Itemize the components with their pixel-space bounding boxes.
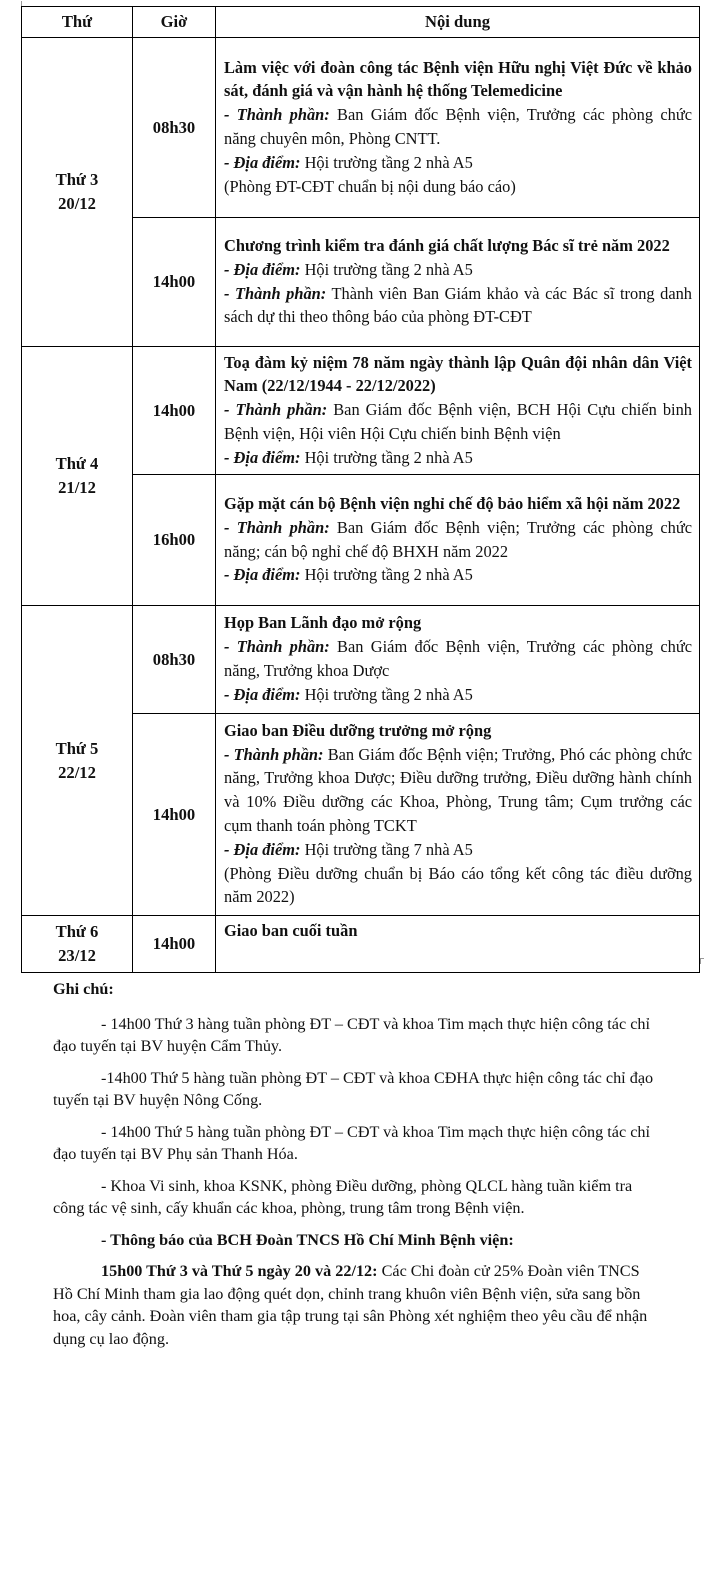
event-detail xyxy=(224,862,692,910)
event-detail xyxy=(224,563,692,587)
event-detail xyxy=(224,635,692,683)
detail-text: (Phòng ĐT-CĐT chuẩn bị nội dung báo cáo) xyxy=(224,176,516,196)
day-date: 21/12 xyxy=(58,478,96,497)
detail-text: Ban Giám đốc Bệnh viện, BCH Hội Cựu chiến binh Bệnh viện, Hội viên Hội Cựu chiến binh Bệnh viện xyxy=(224,400,692,443)
event-content xyxy=(216,218,700,347)
day-cell xyxy=(22,916,133,973)
detail-text: Hội trường tầng 2 nhà A5 xyxy=(300,259,473,279)
day-cell xyxy=(22,38,133,347)
note-item: - 14h00 Thứ 5 hàng tuần phòng ĐT – CĐT và khoa Tim mạch thực hiện công tác chỉ đạo tuyến tại BV Phụ sản Thanh Hóa. xyxy=(53,1122,650,1163)
header-content: Nội dung xyxy=(216,7,700,38)
event-detail xyxy=(224,838,692,862)
event-detail xyxy=(224,258,692,282)
event-content xyxy=(216,38,700,218)
event-title: Giao ban cuối tuần xyxy=(224,921,358,940)
detail-text: Hội trường tầng 2 nhà A5 xyxy=(300,684,473,704)
note-item: - 14h00 Thứ 3 hàng tuần phòng ĐT – CĐT và khoa Tim mạch thực hiện công tác chỉ đạo tuyến tại BV huyện Cẩm Thủy. xyxy=(53,1014,650,1055)
time-cell: 14h00 xyxy=(133,347,216,475)
detail-label: - Thành phần: xyxy=(224,105,330,125)
notes-title: Ghi chú: xyxy=(53,980,114,998)
event-detail xyxy=(224,446,692,470)
event-title: Chương trình kiểm tra đánh giá chất lượng Bác sĩ trẻ năm 2022 xyxy=(224,235,670,255)
time-cell: 08h30 xyxy=(133,606,216,714)
time-cell: 14h00 xyxy=(133,218,216,347)
detail-text: Hội trường tầng 2 nhà A5 xyxy=(300,447,473,467)
day-date: 23/12 xyxy=(58,946,96,965)
day-label: Thứ 3 xyxy=(55,170,99,190)
announcement-title: - Thông báo của BCH Đoàn TNCS Hồ Chí Minh Bệnh viện: xyxy=(101,1230,514,1249)
time-cell: 16h00 xyxy=(133,475,216,606)
event-detail xyxy=(224,175,692,199)
detail-text: Ban Giám đốc Bệnh viện; Trưởng, Phó các phòng chức năng, Trưởng khoa Dược; Điều dưỡng trưởng, Điều dưỡng hành chính và 10% Điều dưỡng các Khoa, Phòng, Trung tâm; Cụm trưởng các cụm thanh toán phòng TCKT xyxy=(224,744,693,835)
event-content xyxy=(216,916,700,973)
time-cell: 14h00 xyxy=(133,714,216,916)
note-item: - Khoa Vi sinh, khoa KSNK, phòng Điều dưỡng, phòng QLCL hàng tuần kiểm tra công tác vệ sinh, cấy khuẩn các khoa, phòng, trung tâm trong Bệnh viện. xyxy=(53,1176,633,1217)
event-detail xyxy=(224,743,692,838)
event-detail xyxy=(224,103,692,151)
day-label: Thứ 5 xyxy=(55,738,99,758)
detail-text: Ban Giám đốc Bệnh viện; Trưởng các phòng chức năng; cán bộ nghỉ chế độ BHXH năm 2022 xyxy=(224,517,692,561)
day-cell xyxy=(22,606,133,916)
announcement-text: Các Chi đoàn cử 25% Đoàn viên TNCS Hồ Chí Minh tham gia lao động quét dọn, chỉnh trang khuôn viên Bệnh viện, sửa sang bồn hoa, cây cảnh. Đoàn viên tham gia tập trung tại sân Phòng xét nghiệm theo yêu cầu để nhận dụng cụ lao động. xyxy=(53,1262,648,1348)
detail-label: - Thành phần: xyxy=(224,744,324,764)
event-detail xyxy=(224,516,692,564)
table-row xyxy=(22,347,700,475)
event-content xyxy=(216,714,700,916)
event-detail xyxy=(224,151,692,175)
day-date: 20/12 xyxy=(58,194,96,213)
detail-label: - Thành phần: xyxy=(224,637,330,657)
event-content xyxy=(216,475,700,606)
day-date: 22/12 xyxy=(58,762,96,782)
detail-text: Hội trường tầng 2 nhà A5 xyxy=(300,565,473,585)
event-title: Toạ đàm kỷ niệm 78 năm ngày thành lập Quân đội nhân dân Việt Nam (22/12/1944 - 22/12/2022) xyxy=(224,352,692,396)
table-row xyxy=(22,606,700,714)
detail-text: Hội trường tầng 2 nhà A5 xyxy=(300,152,473,172)
detail-text: Ban Giám đốc Bệnh viện, Trưởng các phòng chức năng, Trưởng khoa Dược xyxy=(224,637,692,680)
detail-label: - Thành phần: xyxy=(224,283,327,303)
schedule-table xyxy=(21,6,700,973)
event-detail xyxy=(224,683,692,707)
table-header-row xyxy=(22,7,700,38)
corner-mark xyxy=(700,958,704,964)
detail-label: - Địa điểm: xyxy=(224,152,301,172)
detail-label: - Địa điểm: xyxy=(224,684,301,704)
detail-label: - Thành phần: xyxy=(224,517,330,537)
detail-label: - Địa điểm: xyxy=(224,259,301,279)
day-label: Thứ 4 xyxy=(55,454,99,474)
time-cell: 14h00 xyxy=(133,916,216,973)
detail-label: - Địa điểm: xyxy=(224,565,301,585)
detail-text: (Phòng Điều dưỡng chuẩn bị Báo cáo tổng kết công tác điều dưỡng năm 2022) xyxy=(224,863,692,907)
event-title: Họp Ban Lãnh đạo mở rộng xyxy=(224,613,422,633)
table-row xyxy=(22,38,700,218)
notes-section xyxy=(53,978,656,1359)
announcement-body xyxy=(53,1260,656,1350)
note-item: -14h00 Thứ 5 hàng tuần phòng ĐT – CĐT và khoa CĐHA thực hiện công tác chỉ đạo tuyến tại BV huyện Nông Cống. xyxy=(53,1068,654,1109)
event-content xyxy=(216,606,700,714)
detail-label: - Thành phần: xyxy=(224,400,328,420)
detail-label: - Địa điểm: xyxy=(224,447,301,467)
header-time: Giờ xyxy=(133,7,216,38)
detail-text: Thành viên Ban Giám khảo và các Bác sĩ trong danh sách dự thi theo thông báo của phòng ĐT-CĐT xyxy=(224,283,692,327)
detail-text: Ban Giám đốc Bệnh viện, Trưởng các phòng chức năng chuyên môn, Phòng CNTT. xyxy=(224,105,692,148)
detail-text: Hội trường tầng 7 nhà A5 xyxy=(300,839,473,859)
event-title: Làm việc với đoàn công tác Bệnh viện Hữu nghị Việt Đức về khảo sát, đánh giá và vận hành hệ thống Telemedicine xyxy=(224,57,692,101)
detail-label: - Địa điểm: xyxy=(224,839,301,859)
event-title: Giao ban Điều dưỡng trưởng mở rộng xyxy=(224,720,492,740)
table-row xyxy=(22,916,700,973)
day-cell xyxy=(22,347,133,606)
event-detail xyxy=(224,282,692,330)
time-cell: 08h30 xyxy=(133,38,216,218)
day-label: Thứ 6 xyxy=(55,922,99,942)
announcement-lead: 15h00 Thứ 3 và Thứ 5 ngày 20 và 22/12: xyxy=(101,1262,378,1280)
event-title: Gặp mặt cán bộ Bệnh viện nghỉ chế độ bảo hiểm xã hội năm 2022 xyxy=(224,493,681,513)
event-detail xyxy=(224,398,692,446)
event-content xyxy=(216,347,700,475)
header-day: Thứ xyxy=(22,7,133,38)
